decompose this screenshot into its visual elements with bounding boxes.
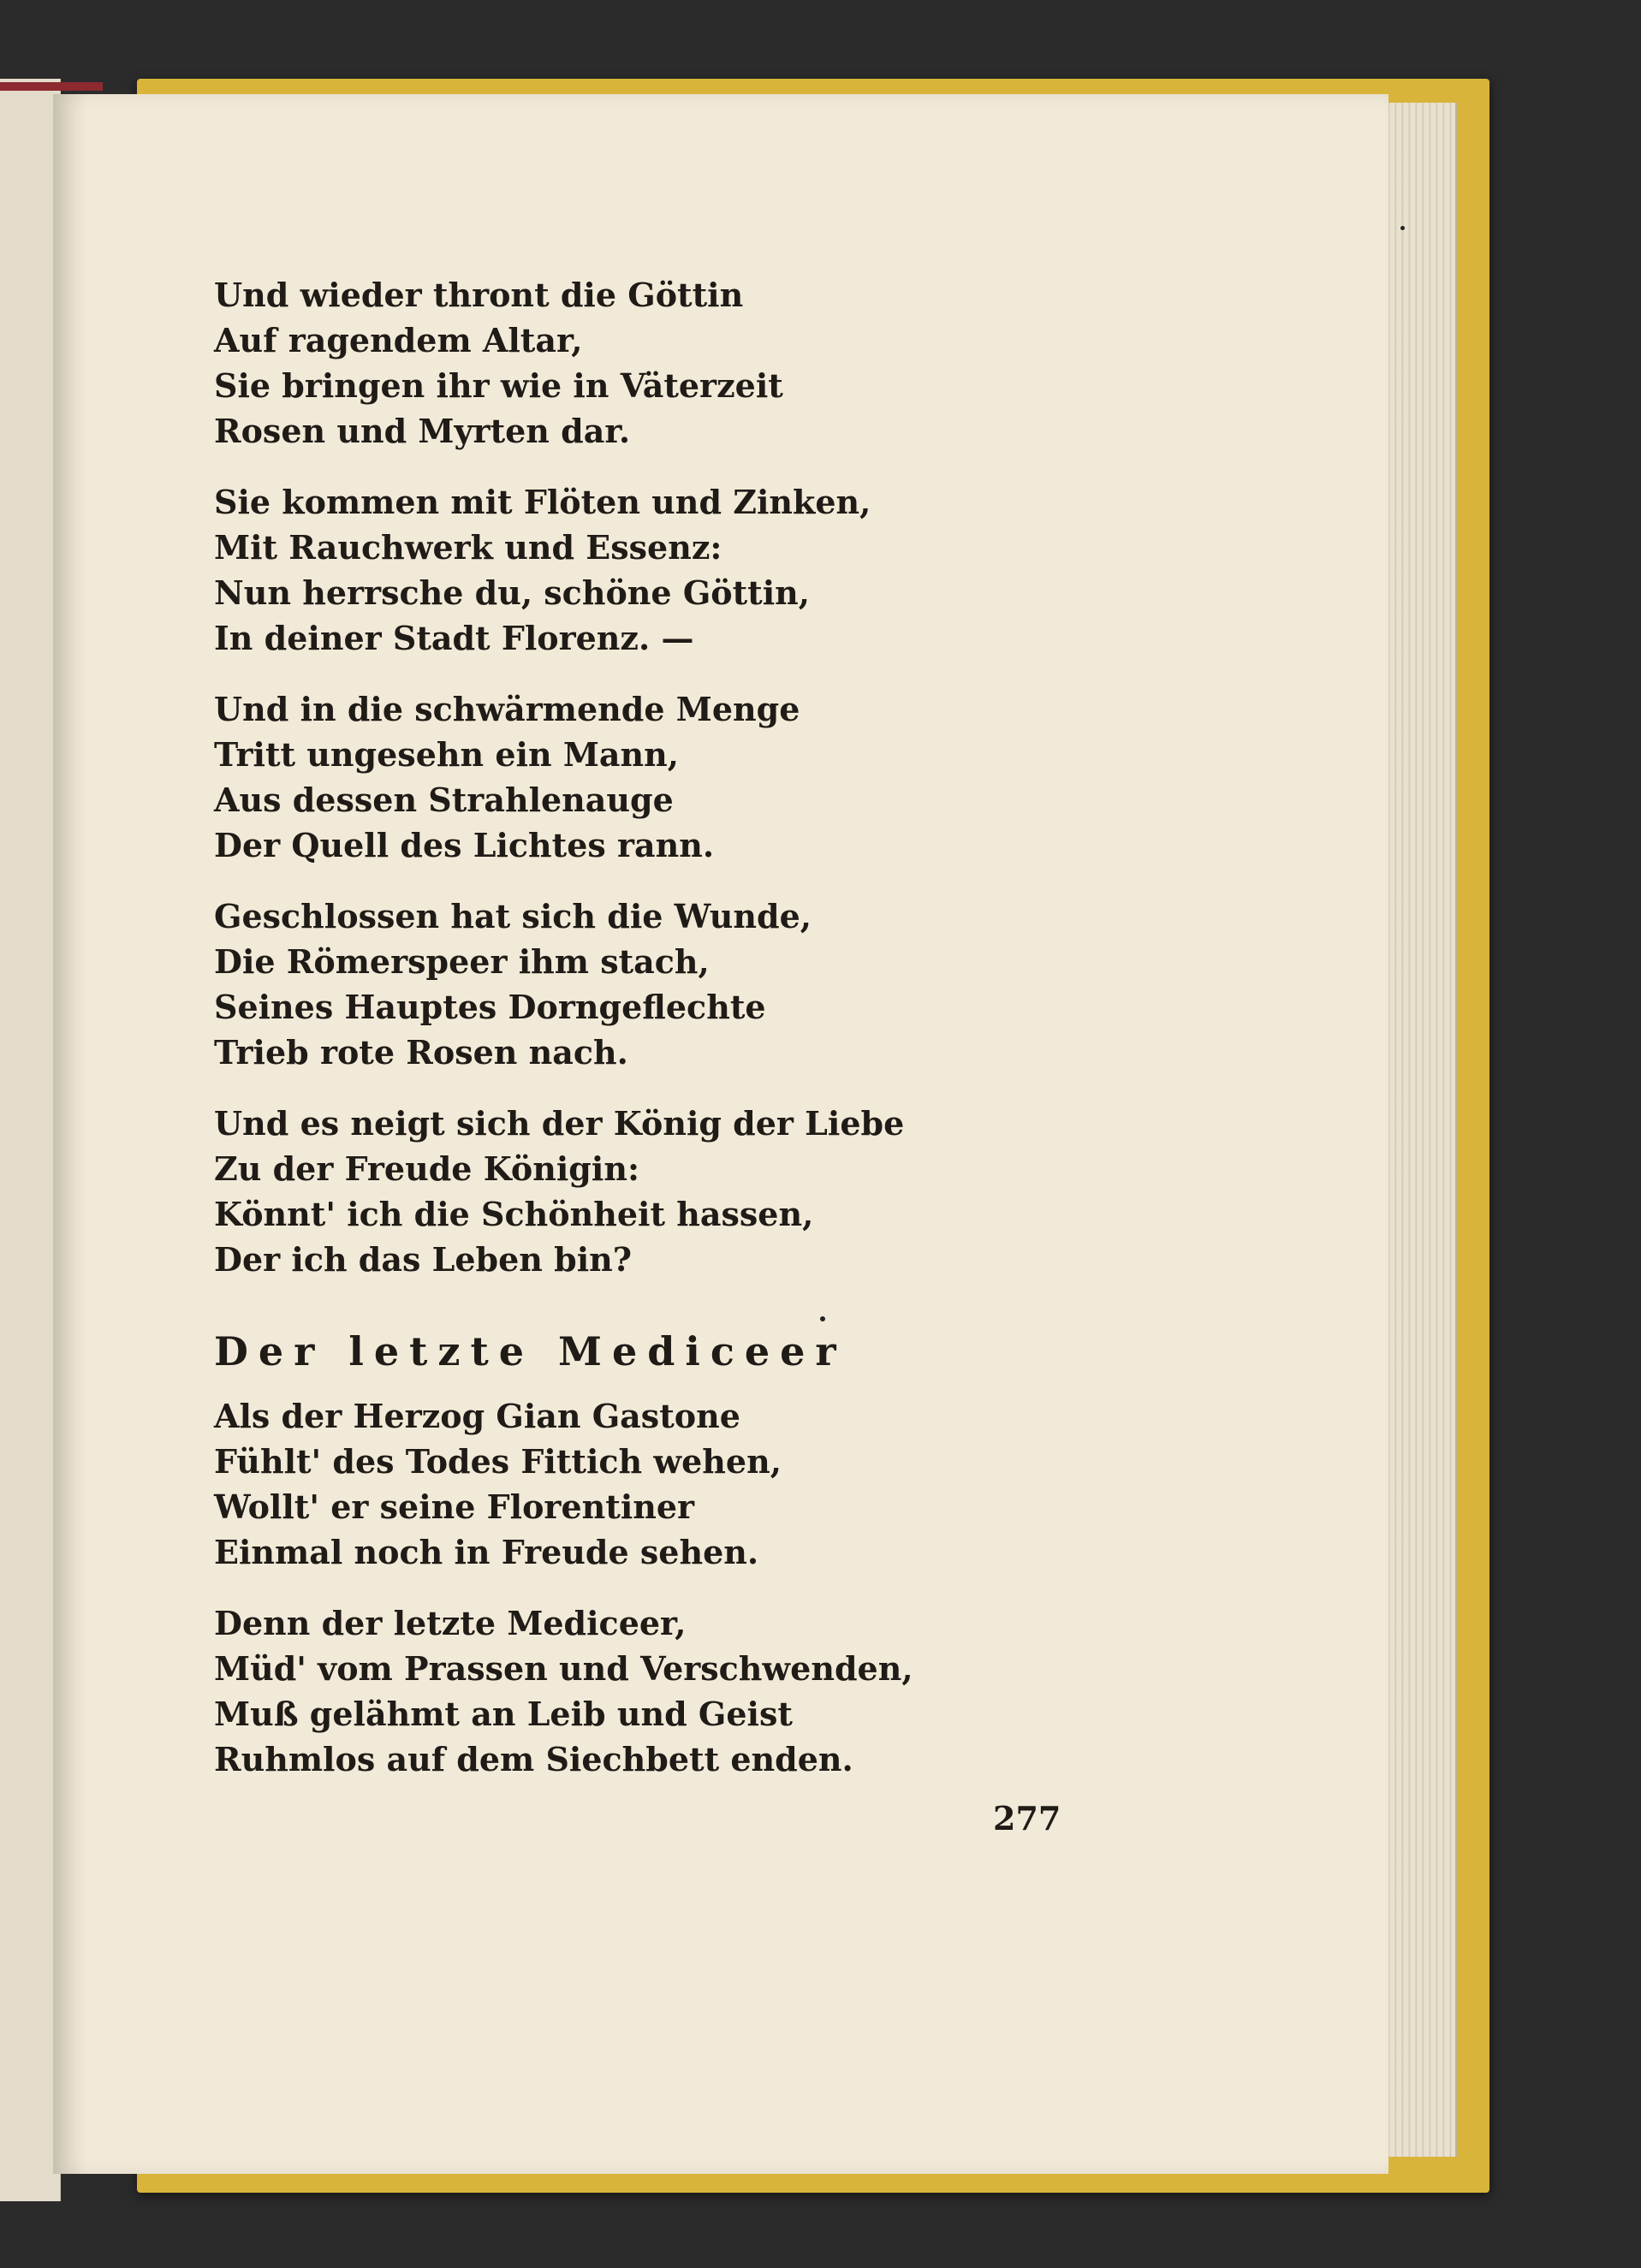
verse-line: Wollt' er seine Florentiner <box>214 1487 695 1526</box>
left-page-edge <box>0 79 61 2201</box>
gutter-shadow <box>53 94 87 2174</box>
verse-line: Trieb rote Rosen nach. <box>214 1033 628 1072</box>
verse-line: Sie bringen ihr wie in Väterzeit <box>214 366 783 405</box>
verse-line: Geschlossen hat sich die Wunde, <box>214 897 812 935</box>
verse-line: Seines Hauptes Dorngeflechte <box>214 988 766 1026</box>
verse-line: In deiner Stadt Florenz. — <box>214 619 694 657</box>
ink-dot <box>820 1316 825 1321</box>
verse-line: Und wieder thront die Göttin <box>214 276 744 314</box>
verse-line: Der ich das Leben bin? <box>214 1240 633 1279</box>
poem-title: Der letzte Mediceer <box>214 1328 847 1374</box>
verse-line: Ruhmlos auf dem Siechbett enden. <box>214 1740 853 1778</box>
stanza-4 <box>214 894 1027 1075</box>
verse-line: Und es neigt sich der König der Liebe <box>214 1104 905 1143</box>
stanza-1 <box>214 272 1027 454</box>
page-text <box>214 272 1027 1808</box>
verse-line: Müd' vom Prassen und Verschwenden, <box>214 1649 913 1688</box>
verse-line: Rosen und Myrten dar. <box>214 412 631 450</box>
verse-line: Einmal noch in Freude sehen. <box>214 1533 759 1571</box>
stanza-2 <box>214 479 1027 661</box>
verse-line: Der Quell des Lichtes rann. <box>214 826 715 864</box>
bookmark-ribbon <box>0 82 103 91</box>
verse-line: Mit Rauchwerk und Essenz: <box>214 528 722 567</box>
verse-line: Sie kommen mit Flöten und Zinken, <box>214 483 871 521</box>
verse-line: Auf ragendem Altar, <box>214 321 583 359</box>
verse-line: Zu der Freude Königin: <box>214 1149 639 1188</box>
verse-line: Nun herrsche du, schöne Göttin, <box>214 573 811 612</box>
verse-line: Und in die schwärmende Menge <box>214 690 800 728</box>
verse-line: Fühlt' des Todes Fittich wehen, <box>214 1442 782 1481</box>
page-edges <box>1376 103 1457 2157</box>
page-number: 277 <box>993 1799 1061 1838</box>
verse-line: Als der Herzog Gian Gastone <box>214 1397 740 1435</box>
stanza-7 <box>214 1600 1027 1782</box>
verse-line: Aus dessen Strahlenauge <box>214 781 674 819</box>
verse-line: Denn der letzte Mediceer, <box>214 1604 687 1642</box>
verse-line: Tritt ungesehn ein Mann, <box>214 735 680 774</box>
verse-line: Die Römerspeer ihm stach, <box>214 942 710 981</box>
stanza-6 <box>214 1393 1027 1575</box>
verse-line: Könnt' ich die Schönheit hassen, <box>214 1195 814 1233</box>
stanza-3 <box>214 686 1027 868</box>
ink-dot <box>1400 226 1405 230</box>
verse-line: Muß gelähmt an Leib und Geist <box>214 1695 793 1733</box>
stanza-5 <box>214 1101 1027 1282</box>
